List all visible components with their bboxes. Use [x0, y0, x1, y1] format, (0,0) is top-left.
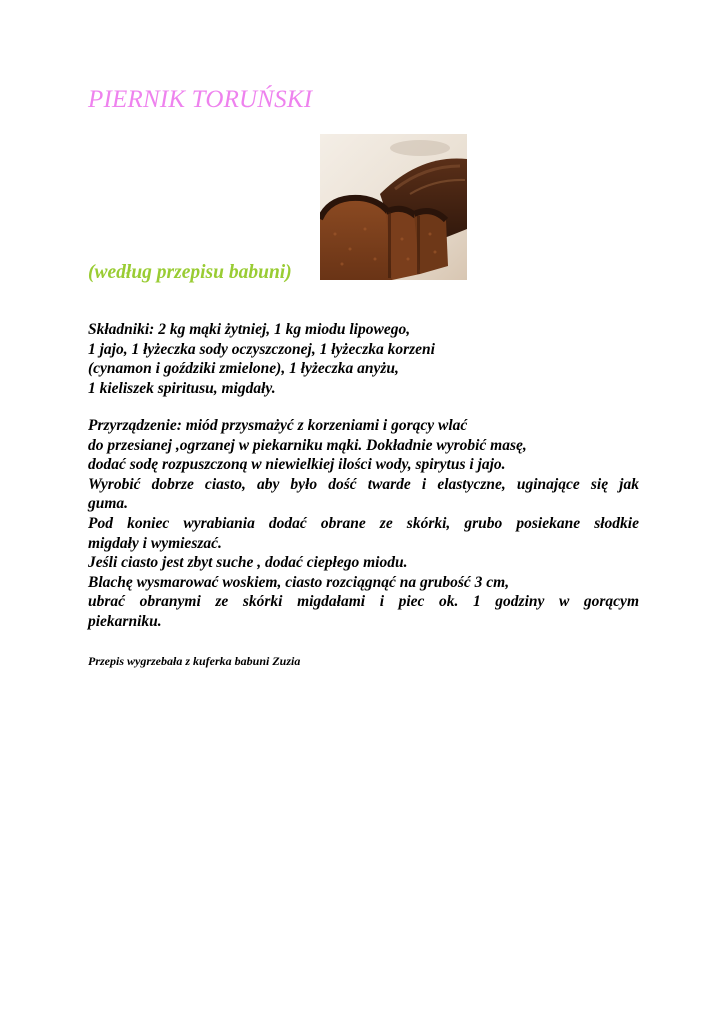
preparation-line: ubrać obranymi ze skórki migdałami i piec ok. 1 godziny w gorącym — [88, 593, 639, 611]
gingerbread-photo — [320, 134, 467, 280]
preparation-line: guma. — [88, 495, 129, 513]
preparation-line: Pod koniec wyrabiania dodać obrane ze skórki, grubo posiekane słodkie — [88, 514, 639, 532]
preparation-line: dodać sodę rozpuszczoną w niewielkiej ilości wody, spirytus i jajo. — [88, 456, 506, 474]
preparation-line: do przesianej ,ogrzanej w piekarniku mąki. Dokładnie wyrobić masę, — [88, 436, 527, 454]
preparation-line: Przyrządzenie: miód przysmażyć z korzeniami i gorący wlać — [88, 417, 468, 434]
recipe-footer: Przepis wygrzebała z kuferka babuni Zuzia — [88, 654, 301, 668]
preparation-line: Wyrobić dobrze ciasto, aby było dość twarde i elastyczne, uginające się jak — [88, 475, 639, 493]
ingredients-paragraph — [88, 320, 639, 398]
recipe-title: PIERNIK TORUŃSKI — [88, 86, 313, 113]
preparation-paragraph — [88, 416, 639, 632]
ingredients-line: 1 kieliszek spiritusu, migdały. — [88, 379, 276, 397]
ingredients-line: (cynamon i goździki zmielone), 1 łyżeczka anyżu, — [88, 360, 399, 378]
ingredients-line: 1 jajo, 1 łyżeczka sody oczyszczonej, 1 łyżeczka korzeni — [88, 340, 435, 358]
preparation-line: piekarniku. — [88, 612, 162, 630]
preparation-line: Jeśli ciasto jest zbyt suche , dodać ciepłego miodu. — [88, 554, 408, 572]
preparation-line: Blachę wysmarować woskiem, ciasto rozciągnąć na grubość 3 cm, — [88, 573, 510, 591]
ingredients-line: Składniki: 2 kg mąki żytniej, 1 kg miodu lipowego, — [88, 321, 411, 338]
recipe-subtitle: (według przepisu babuni) — [88, 262, 292, 283]
preparation-line: migdały i wymieszać. — [88, 534, 222, 552]
